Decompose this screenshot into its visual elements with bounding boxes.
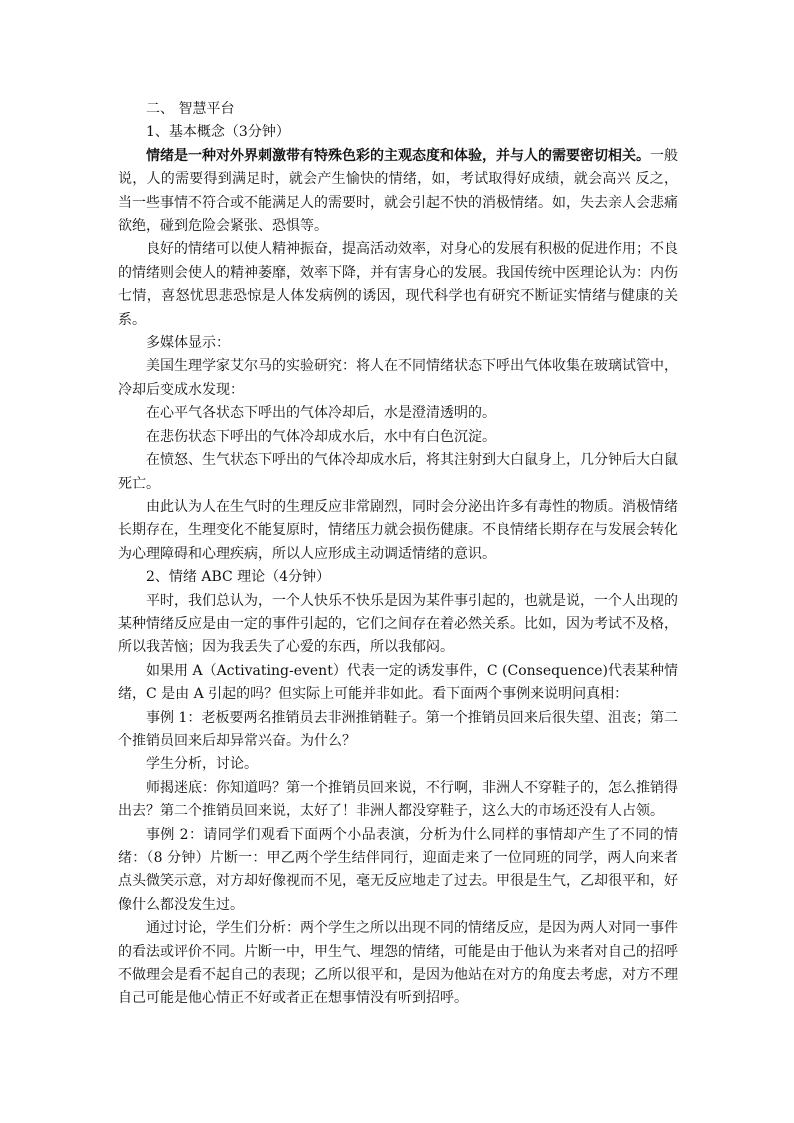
paragraph-experiment-intro: 美国生理学家艾尔马的实验研究：将人在不同情绪状态下呼出气体收集在玻璃试管中，冷却后变成水发现： [118,358,678,398]
emotion-definition-rest: 一般说，人的需要得到满足时，就会产生愉快的情绪，如，考试取得好成绩，就会高兴 反之，当一些事情不符合或不能满足人的需要时，就会引起不快的消极情绪。如，失去亲人会悲痛欲绝，碰到危险会紧张、恐惧等。 [118,147,678,235]
subsection-heading-abc-theory: 2、情绪 ABC 理论（4分钟） [146,569,331,586]
section-heading: 二、 智慧平台 [146,101,235,117]
paragraph-calm-state: 在心平气各状态下呼出的气体冷却后，水是澄清透明的。 [146,405,496,422]
paragraph-multimedia: 多媒体显示： [146,335,230,352]
paragraph-discussion: 通过讨论，学生们分析：两个学生之所以出现不同的情绪反应，是因为两人对同一事件的看法或评价不同。片断一中，甲生气、埋怨的情绪，可能是由于他认为来者对自己的招呼不做理会是看不起自己的表现；乙所以很平和，是因为他站在对方的角度去考虑，对方不理自己可能是他心情正不好或者正在想事情没有听到招呼。 [118,920,678,1007]
subsection-heading-basic-concepts: 1、基本概念（3分钟） [146,124,290,141]
document-page [118,98,678,1011]
paragraph-student-analysis: 学生分析，讨论。 [146,756,258,773]
paragraph-example-1: 事例 1：老板要两名推销员去非洲推销鞋子。第一个推销员回来后很失望、沮丧；第二个推销员回来后却异常兴奋。为什么？ [118,709,678,749]
paragraph-teacher-reveal: 师揭迷底：你知道吗？第一个推销员回来说，不行啊，非洲人不穿鞋子的，怎么推销得出去？第二个推销员回来说，太好了！非洲人都没穿鞋子，这么大的市场还没有人占领。 [118,779,678,820]
paragraph-good-emotion: 良好的情绪可以使人精神振奋，提高活动效率，对身心的发展有积极的促进作用；不良的情绪则会使人的精神萎靡，效率下降，并有害身心的发展。我国传统中医理论认为：内伤七情，喜怒忧思悲恐惊是人体发病例的诱因，现代科学也有研究不断证实情绪与健康的关系。 [118,241,678,328]
paragraph-usual-belief: 平时，我们总认为，一个人快乐不快乐是因为某件事引起的，也就是说，一个人出现的某种情绪反应是由一定的事件引起的，它们之间存在着必然关系。比如，因为考试不及格，所以我苦恼；因为我丢失了心爱的东西，所以我郁闷。 [118,592,678,656]
paragraph-sad-state: 在悲伤状态下呼出的气体冷却成水后，水中有白色沉淀。 [146,428,496,445]
paragraph-example-2: 事例 2：请同学们观看下面两个小品表演，分析为什么同样的事情却产生了不同的情绪：（8 分钟）片断一：甲乙两个学生结伴同行，迎面走来了一位同班的同学，两人向来者点头微笑示意，对方却好像视而不见，毫无反应地走了过去。甲很是生气，乙却很平和，好像什么都没发生过。 [118,826,678,913]
paragraph-abc-definition: 如果用 A（Activating-event）代表一定的诱发事件，C (Consequence)代表某种情绪，C 是由 A 引起的吗？但实际上可能并非如此。看下面两个事例来说明问真相： [118,662,678,703]
emotion-definition-bold: 情绪是一种对外界刺激带有特殊色彩的主观态度和体验，并与人的需要密切相关。 [146,147,650,164]
paragraph-conclusion: 由此认为人在生气时的生理反应非常剧烈，同时会分泌出许多有毒性的物质。消极情绪长期存在，生理变化不能复原时，情绪压力就会损伤健康。不良情绪长期存在与发展会转化为心理障碍和心理疾病，所以人应形成主动调适情绪的意识。 [118,498,678,562]
paragraph-emotion-definition [118,145,678,239]
paragraph-angry-state: 在愤怒、生气状态下呼出的气体冷却成水后，将其注射到大白鼠身上，几分钟后大白鼠死亡。 [118,452,678,492]
